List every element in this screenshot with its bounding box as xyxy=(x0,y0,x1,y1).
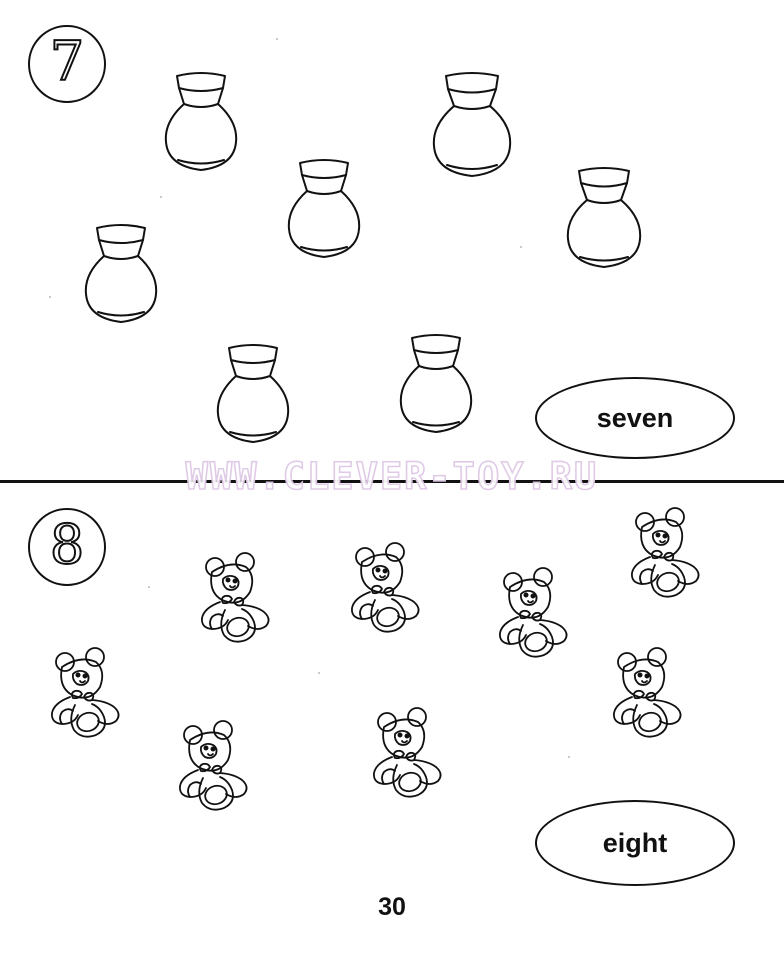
scan-speck xyxy=(520,246,522,248)
vase-icon xyxy=(80,220,162,330)
number-badge-seven-label: 7 xyxy=(49,30,85,93)
teddy-bear-icon xyxy=(40,645,148,745)
vase-icon xyxy=(562,163,646,275)
vase-icon xyxy=(212,340,294,450)
teddy-bear-icon xyxy=(620,505,728,605)
teddy-bear-icon xyxy=(488,565,596,665)
word-bubble-eight xyxy=(535,800,735,886)
scan-speck xyxy=(148,586,150,588)
teddy-bear-icon xyxy=(602,645,710,745)
scan-speck xyxy=(568,756,570,758)
teddy-bear-icon xyxy=(168,718,276,818)
number-badge-seven xyxy=(28,25,106,103)
number-badge-eight xyxy=(28,508,106,586)
word-bubble-seven xyxy=(535,377,735,459)
scan-speck xyxy=(276,38,278,40)
teddy-bear-icon xyxy=(362,705,470,805)
word-bubble-eight-label: eight xyxy=(602,827,668,858)
scan-speck xyxy=(160,196,162,198)
teddy-bear-icon xyxy=(190,550,298,650)
page-number: 30 xyxy=(378,893,406,921)
vase-icon xyxy=(160,68,242,178)
vase-icon xyxy=(283,155,365,265)
scan-speck xyxy=(49,296,51,298)
vase-icon xyxy=(395,330,477,440)
scan-speck xyxy=(318,672,320,674)
word-bubble-seven-label: seven xyxy=(596,402,674,433)
section-divider xyxy=(0,480,784,483)
vase-icon xyxy=(428,68,516,184)
number-badge-eight-label: 8 xyxy=(49,513,85,576)
watermark: WWW.CLEVER-TOY.RU xyxy=(185,455,599,498)
teddy-bear-icon xyxy=(340,540,448,640)
